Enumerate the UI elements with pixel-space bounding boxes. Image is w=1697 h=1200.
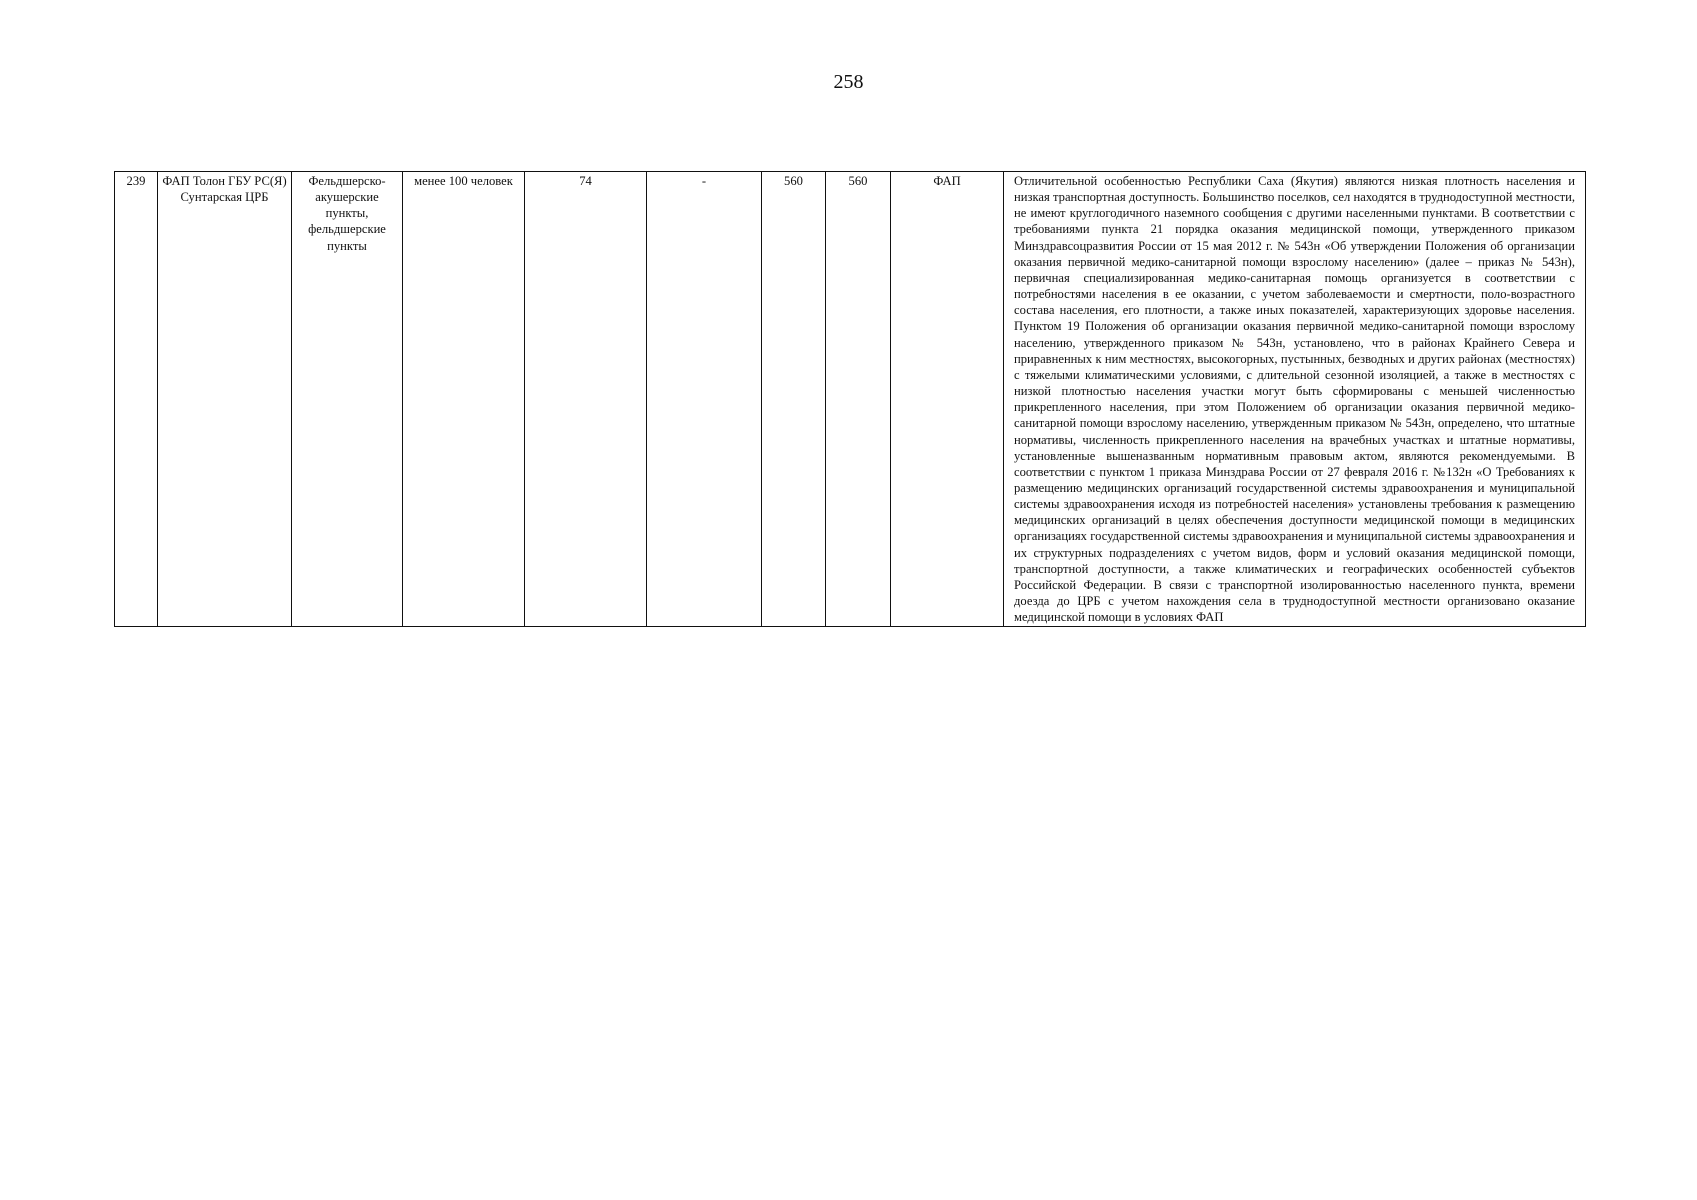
cell-facility-name: ФАП Толон ГБУ РС(Я) Сунтарская ЦРБ [158,172,292,627]
cell-justification: Отличительной особенностью Республики Саха (Якутия) являются низкая плотность населения и низкая транспортная доступность. Большинство поселков, сел находятся в труднодоступной местности, не имеют круглогодичного наземного сообщения с другими населенными пунктами. В соответствии с требованиями пункта 21 порядка оказания медицинской помощи, утвержденного приказом Минздравсоцразвития России от 15 мая 2012 г. № 543н «Об утверждении Положения об организации оказания первичной медико-санитарной помощи взрослому населению» (далее – приказ № 543н), первичная специализированная медико-санитарная помощь организуется в соответствии с потребностями населения в ее оказании, с учетом заболеваемости и смертности, поло-возрастного состава населения, его плотности, а также иных показателей, характеризующих здоровье населения. Пунктом 19 Положения об организации оказания первичной медико-санитарной помощи взрослому населению, утвержденного приказом № 543н, установлено, что в районах Крайнего Севера и приравненных к ним местностях, высокогорных, пустынных, безводных и других районах (местностях) с тяжелыми климатическими условиями, с длительной сезонной изоляцией, а также в местностях с низкой плотностью населения участки могут быть сформированы с меньшей численностью прикрепленного населения, при этом Положением об организации оказания первичной медико-санитарной помощи взрослому населению, утвержденным приказом № 543н, определено, что штатные нормативы, численность прикрепленного населения на врачебных участках и штатные нормативы, установленные вышеназванным нормативным правовым актом, являются рекомендуемыми. В соответствии с пунктом 1 приказа Минздрава России от 27 февраля 2016 г. №132н «О Требованиях к размещению медицинских организаций государственной системы здравоохранения и муниципальной системы здравоохранения исходя из потребностей населения» установлены требования к размещению медицинских организаций в целях обеспечения доступности медицинской помощи в медицинских организациях государственной системы здравоохранения и муниципальной системы здравоохранения и их структурных подразделениях с учетом видов, форм и условий оказания медицинской помощи, транспортной доступности, а также климатических и географических особенностей субъектов Российской Федерации. В связи с транспортной изолированностью населенного пункта, времени доезда до ЦРБ с учетом нахождения села в труднодоступной местности организовано оказание медицинской помощи в условиях ФАП [1004,172,1586,627]
cell-row-number: 239 [115,172,158,627]
cell-column-6: - [647,172,762,627]
cell-facility-type: Фельдшерско-акушерские пункты, фельдшерские пункты [292,172,403,627]
data-table [114,171,1586,627]
page-number: 258 [833,71,864,93]
cell-population-count: 74 [525,172,647,627]
cell-organization-form: ФАП [891,172,1004,627]
cell-column-8: 560 [826,172,891,627]
cell-column-7: 560 [762,172,826,627]
table-row [115,172,1586,627]
cell-population-category: менее 100 человек [403,172,525,627]
